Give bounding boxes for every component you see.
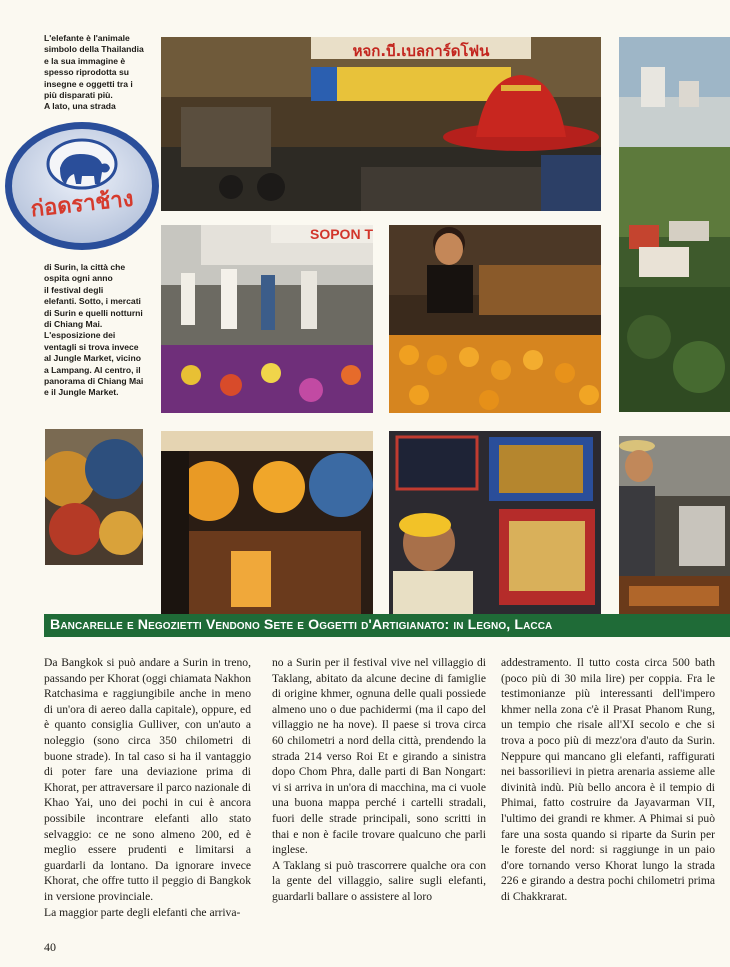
text-column-1: [44, 655, 251, 920]
photo-chiang-mai-panorama: [619, 37, 730, 412]
sign-thai-text: ก่อดราช้าง: [29, 186, 135, 223]
photo-fans-small: [45, 429, 143, 565]
headline-banner: [44, 614, 730, 637]
elephant-sign-image: [2, 120, 160, 252]
photo-fruit-vendor: [389, 225, 601, 413]
paragraph: Da Bangkok si può andare a Surin in treno, passando per Khorat (oggi chiamata Nakhon Ratchasima e raggiungibile anche in meno di un'ora di aereo dalla capitale), oppure, ed è quanto consiglia Gulliver, con un'auto a noleggio (sono circa 350 chilometri di buone strade). In tal caso si ha il vantaggio di poter fare una deviazione prima di Khorat, per attraversare il parco nazionale di Khao Yai, uno dei pochi in cui è ancora possibile incontrare elefanti allo stato selvaggio: ce ne sono almeno 200, ed è meglio essere prudenti e limitarsi a guardarli da lontano. Da ignorare invece Khorat, che offre tutto il peggio di Bangkok in versione provinciale.: [44, 656, 252, 903]
page-number: 40: [44, 940, 56, 954]
headline-text: Bancarelle e Negozietti Vendono Sete e Oggetti d'Artigianato: in Legno, Lacca: [50, 617, 553, 633]
paragraph: addestramento. Il tutto costa circa 500 bath (poco più di 30 mila lire) per coppia. Fra le testimonianze più interessanti dell'impero khmer nella zona c'è il Prasat Phanom Rung, un tempio che risale all'XI secolo e che si trova a poco più di mezz'ora d'auto da Surin. Neppure qui mancano gli elefanti, raffigurati nei bassorilievi in pietra arenaria assieme alle divinità indù. Più bello ancora è il tempio di Phimai, fatto costruire da Jayavarman VII, l'ultimo dei grandi re khmer. A Phimai si può fare una sosta quando si riparte da Surin per le foreste del nord: si raggiunge in un paio d'ore tornando verso Khorat lungo la strada 226 e girando a destra pochi chilometri prima di Chakkrarat.: [501, 656, 715, 903]
caption-top: L'elefante è l'animale simbolo della Thailandia e la sua immagine è spesso riprodotta su insegne e oggetti tra i più disparati più. A lato, una strada: [44, 33, 144, 112]
paragraph: La maggior parte degli elefanti che arriva-: [44, 905, 241, 919]
photo-surin-street: [161, 37, 601, 211]
sopon-sign: SOPON T: [271, 225, 373, 243]
photo-crafts-vendor: [389, 431, 601, 615]
text-column-3: [501, 655, 715, 905]
photo-umbrellas-lanterns: [161, 431, 373, 615]
caption-middle: di Surin, la città che ospita ogni anno il festival degli elefanti. Sotto, i mercati di Surin e quelli notturni di Chiang Mai. L'esposizione dei ventagli si trova invece al Jungle Market, vicino a Lampang. Al centro, il panorama di Chiang Mai e il Jungle Market.: [44, 262, 144, 398]
thai-shop-banner: หจก.บี.เบลการ์ดโฟน: [352, 42, 490, 60]
paragraph: A Taklang si può trascorrere qualche ora con la gente del villaggio, salire sugli elefanti, guardarli ballare o assistere al loro: [272, 858, 486, 903]
paragraph: no a Surin per il festival vive nel villaggio di Taklang, abitato da alcune decine di famiglie di origine khmer, ognuna delle quali possiede almeno uno o due pachidermi (ma il capo del villaggio ne ha nove). Il paese si trova circa 60 chilometri a nord della città, prendendo la strada 214 verso Roi Et e girando a sinistra dopo Chom Phra, dalle parti di Ban Nongart: vi si arriva in un'ora di macchina, ma ci vuole una buona mappa perché i cartelli stradali, fuori delle strade principali, sono scritti in thai e non è facile trovare qualcuno che parli inglese.: [272, 656, 486, 857]
text-column-2: [272, 655, 486, 905]
photo-street-food: [619, 436, 730, 615]
photo-street-market-flowers: [161, 225, 373, 413]
